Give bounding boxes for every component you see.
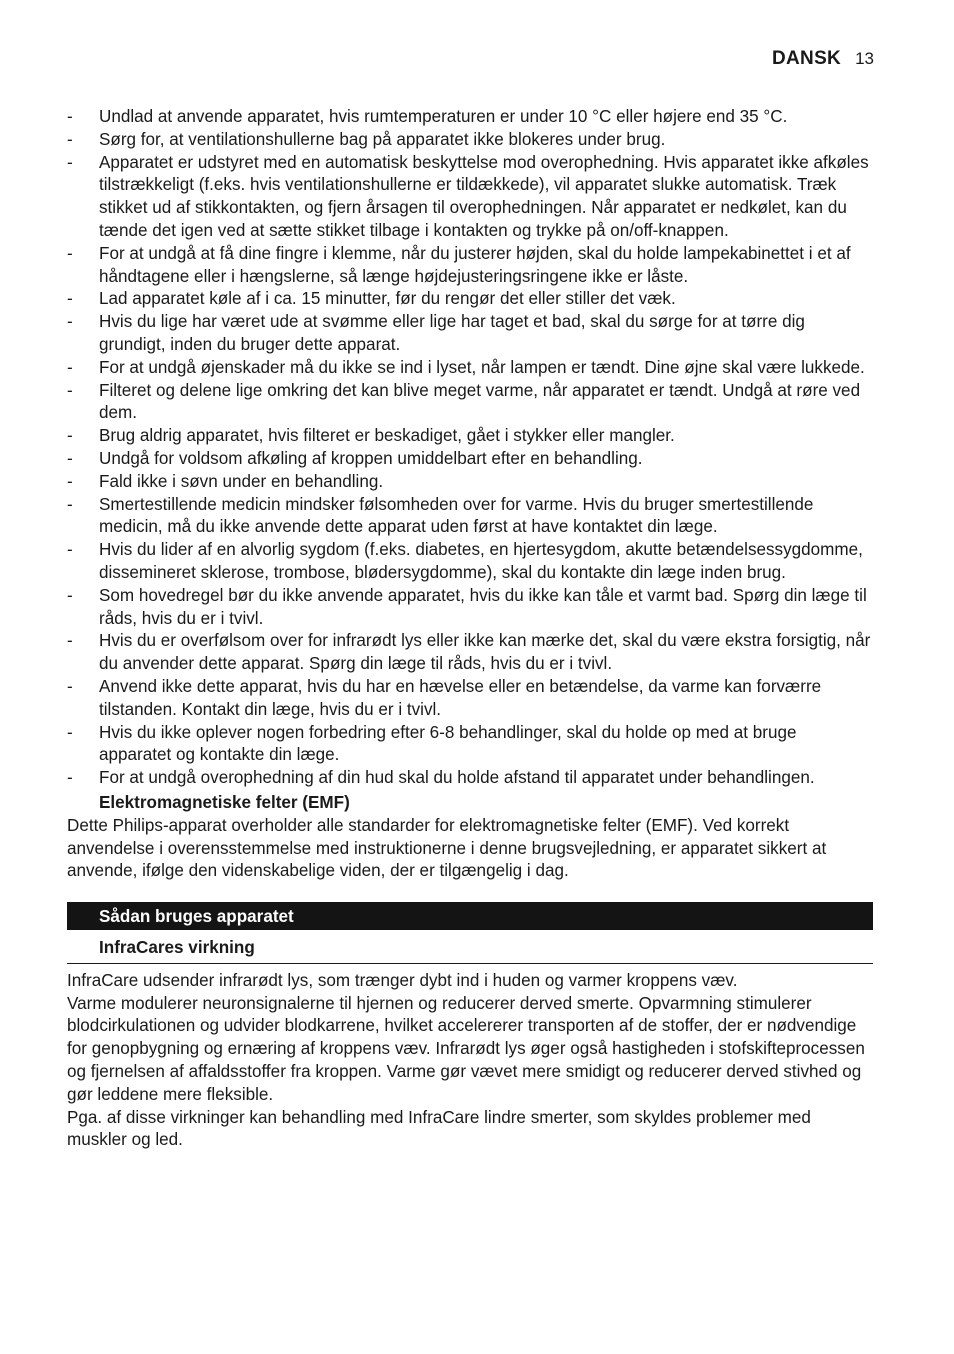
bullet-dash: -	[67, 768, 73, 788]
bullet-dash: -	[67, 448, 73, 468]
list-item: - For at undgå at få dine fingre i klemme, når du justerer højden, skal du holde lampekabinettet i et af håndtagene eller i hængslerne, så længe højdejusteringsringene ikke er låste.	[67, 243, 851, 286]
section-body	[67, 970, 873, 1152]
bullet-dash: -	[67, 243, 73, 263]
bullet-dash: -	[67, 312, 73, 332]
bullet-dash: -	[67, 631, 73, 651]
bullet-dash: -	[67, 585, 73, 605]
bullet-dash: -	[67, 129, 73, 149]
list-item: - For at undgå øjenskader må du ikke se ind i lyset, når lampen er tændt. Dine øjne skal være lukkede.	[67, 357, 873, 380]
bullet-dash: -	[67, 540, 73, 560]
list-item: - Apparatet er udstyret med en automatisk beskyttelse mod overophedning. Hvis apparatet ikke afkøles tilstrækkeligt (f.eks. hvis ventilationshullerne er tildækkede), vil apparatet slukke automatisk. Træk stikket ud af stikkontakten, og fjern årsagen til overophedningen. Når apparatet er nedkølet, kan du tænde det igen ved at sætte stikket tilbage i kontakten og trykke på on/off-knappen.	[67, 152, 869, 240]
list-item: - Hvis du lider af en alvorlig sygdom (f.eks. diabetes, en hjertesygdom, akutte betændelsessygdomme, dissemineret sklerose, trombose, blødersygdomme), skal du kontakte din læge inden brug.	[67, 540, 863, 582]
bullet-dash: -	[67, 357, 73, 377]
bullet-dash: -	[67, 152, 73, 172]
emf-paragraph: Dette Philips-apparat overholder alle standarder for elektromagnetiske felter (EMF). Ved korrekt anvendelse i overensstemmelse med instruktionerne i denne brugsvejledning, er apparatet sikkert at anvende, ifølge den videnskabelige viden, der er tilgængelig i dag.	[67, 815, 827, 881]
body-paragraph: InfraCare udsender infrarødt lys, som trænger dybt ind i huden og varmer kroppens væv.	[67, 970, 738, 990]
body-paragraph: Varme modulerer neuronsignalerne til hjernen og reducerer derved smerte. Opvarmning stimulerer blodcirkulationen og udvider blodkarrene, hvilket accelererer transporten af de stoffer, der er nødvendige for genopbygning og ernæring af kroppens væv. Infrarødt lys øger også hastigheden i stofskifteprocessen og fjernelsen af affaldsstoffer fra kroppen. Varme gør vævet mere smidigt og reducerer derved stivhed og gør leddene mere fleksible.	[67, 993, 865, 1104]
list-item: - Brug aldrig apparatet, hvis filteret er beskadiget, gået i stykker eller mangler.	[67, 425, 873, 448]
list-item: - Hvis du lige har været ude at svømme eller lige har taget et bad, skal du sørge for at tørre dig grundigt, inden du bruger dette apparat.	[67, 312, 805, 354]
list-item: - Filteret og delene lige omkring det kan blive meget varme, når apparatet er tændt. Undgå at røre ved dem.	[67, 380, 861, 423]
list-item: - Undlad at anvende apparatet, hvis rumtemperaturen er under 10 °C eller højere end 35 °C.	[67, 106, 873, 129]
list-item: - Lad apparatet køle af i ca. 15 minutter, før du rengør det eller stiller det væk.	[67, 288, 873, 311]
list-item: - Fald ikke i søvn under en behandling.	[67, 471, 873, 494]
emf-heading: Elektromagnetiske felter (EMF)	[99, 792, 350, 812]
list-item: - For at undgå overophedning af din hud skal du holde afstand til apparatet under behandlingen.	[67, 767, 873, 790]
body-paragraph: Pga. af disse virkninger kan behandling med InfraCare lindre smerter, som skyldes problemer med muskler og led.	[67, 1107, 811, 1150]
bullet-dash: -	[67, 289, 73, 309]
page-header	[772, 48, 874, 70]
bullet-dash: -	[67, 494, 73, 514]
list-item: - Sørg for, at ventilationshullerne bag på apparatet ikke blokeres under brug.	[67, 129, 873, 152]
bullet-dash: -	[67, 676, 73, 696]
bullet-dash: -	[67, 380, 73, 400]
bullet-dash: -	[67, 107, 73, 126]
list-item: - Smertestillende medicin mindsker følsomheden over for varme. Hvis du bruger smertestillende medicin, må du ikke anvende dette apparat uden først at have kontaktet din læge.	[67, 494, 814, 537]
section-title-bar: Sådan bruges apparatet	[67, 902, 873, 930]
bullet-dash: -	[67, 722, 73, 742]
document-body	[67, 106, 873, 1152]
language-label: DANSK	[772, 48, 842, 69]
list-item: - Hvis du er overfølsom over for infrarødt lys eller ikke kan mærke det, skal du være ekstra forsigtig, når du anvender dette apparat. Spørg din læge til råds, hvis du er i tvivl.	[67, 631, 871, 674]
section-subheading: InfraCares virkning	[67, 937, 873, 964]
bullet-dash: -	[67, 471, 73, 491]
list-item: - Undgå for voldsom afkøling af kroppen umiddelbart efter en behandling.	[67, 448, 873, 471]
list-item: - Som hovedregel bør du ikke anvende apparatet, hvis du ikke kan tåle et varmt bad. Spørg din læge til råds, hvis du er i tvivl.	[67, 585, 867, 628]
page-number: 13	[855, 49, 874, 68]
safety-bullet-list	[67, 106, 873, 790]
list-item: - Hvis du ikke oplever nogen forbedring efter 6-8 behandlinger, skal du holde op med at bruge apparatet og kontakte din læge.	[67, 722, 797, 765]
list-item: - Anvend ikke dette apparat, hvis du har en hævelse eller en betændelse, da varme kan forværre tilstanden. Kontakt din læge, hvis du er i tvivl.	[67, 676, 822, 719]
bullet-dash: -	[67, 426, 73, 446]
